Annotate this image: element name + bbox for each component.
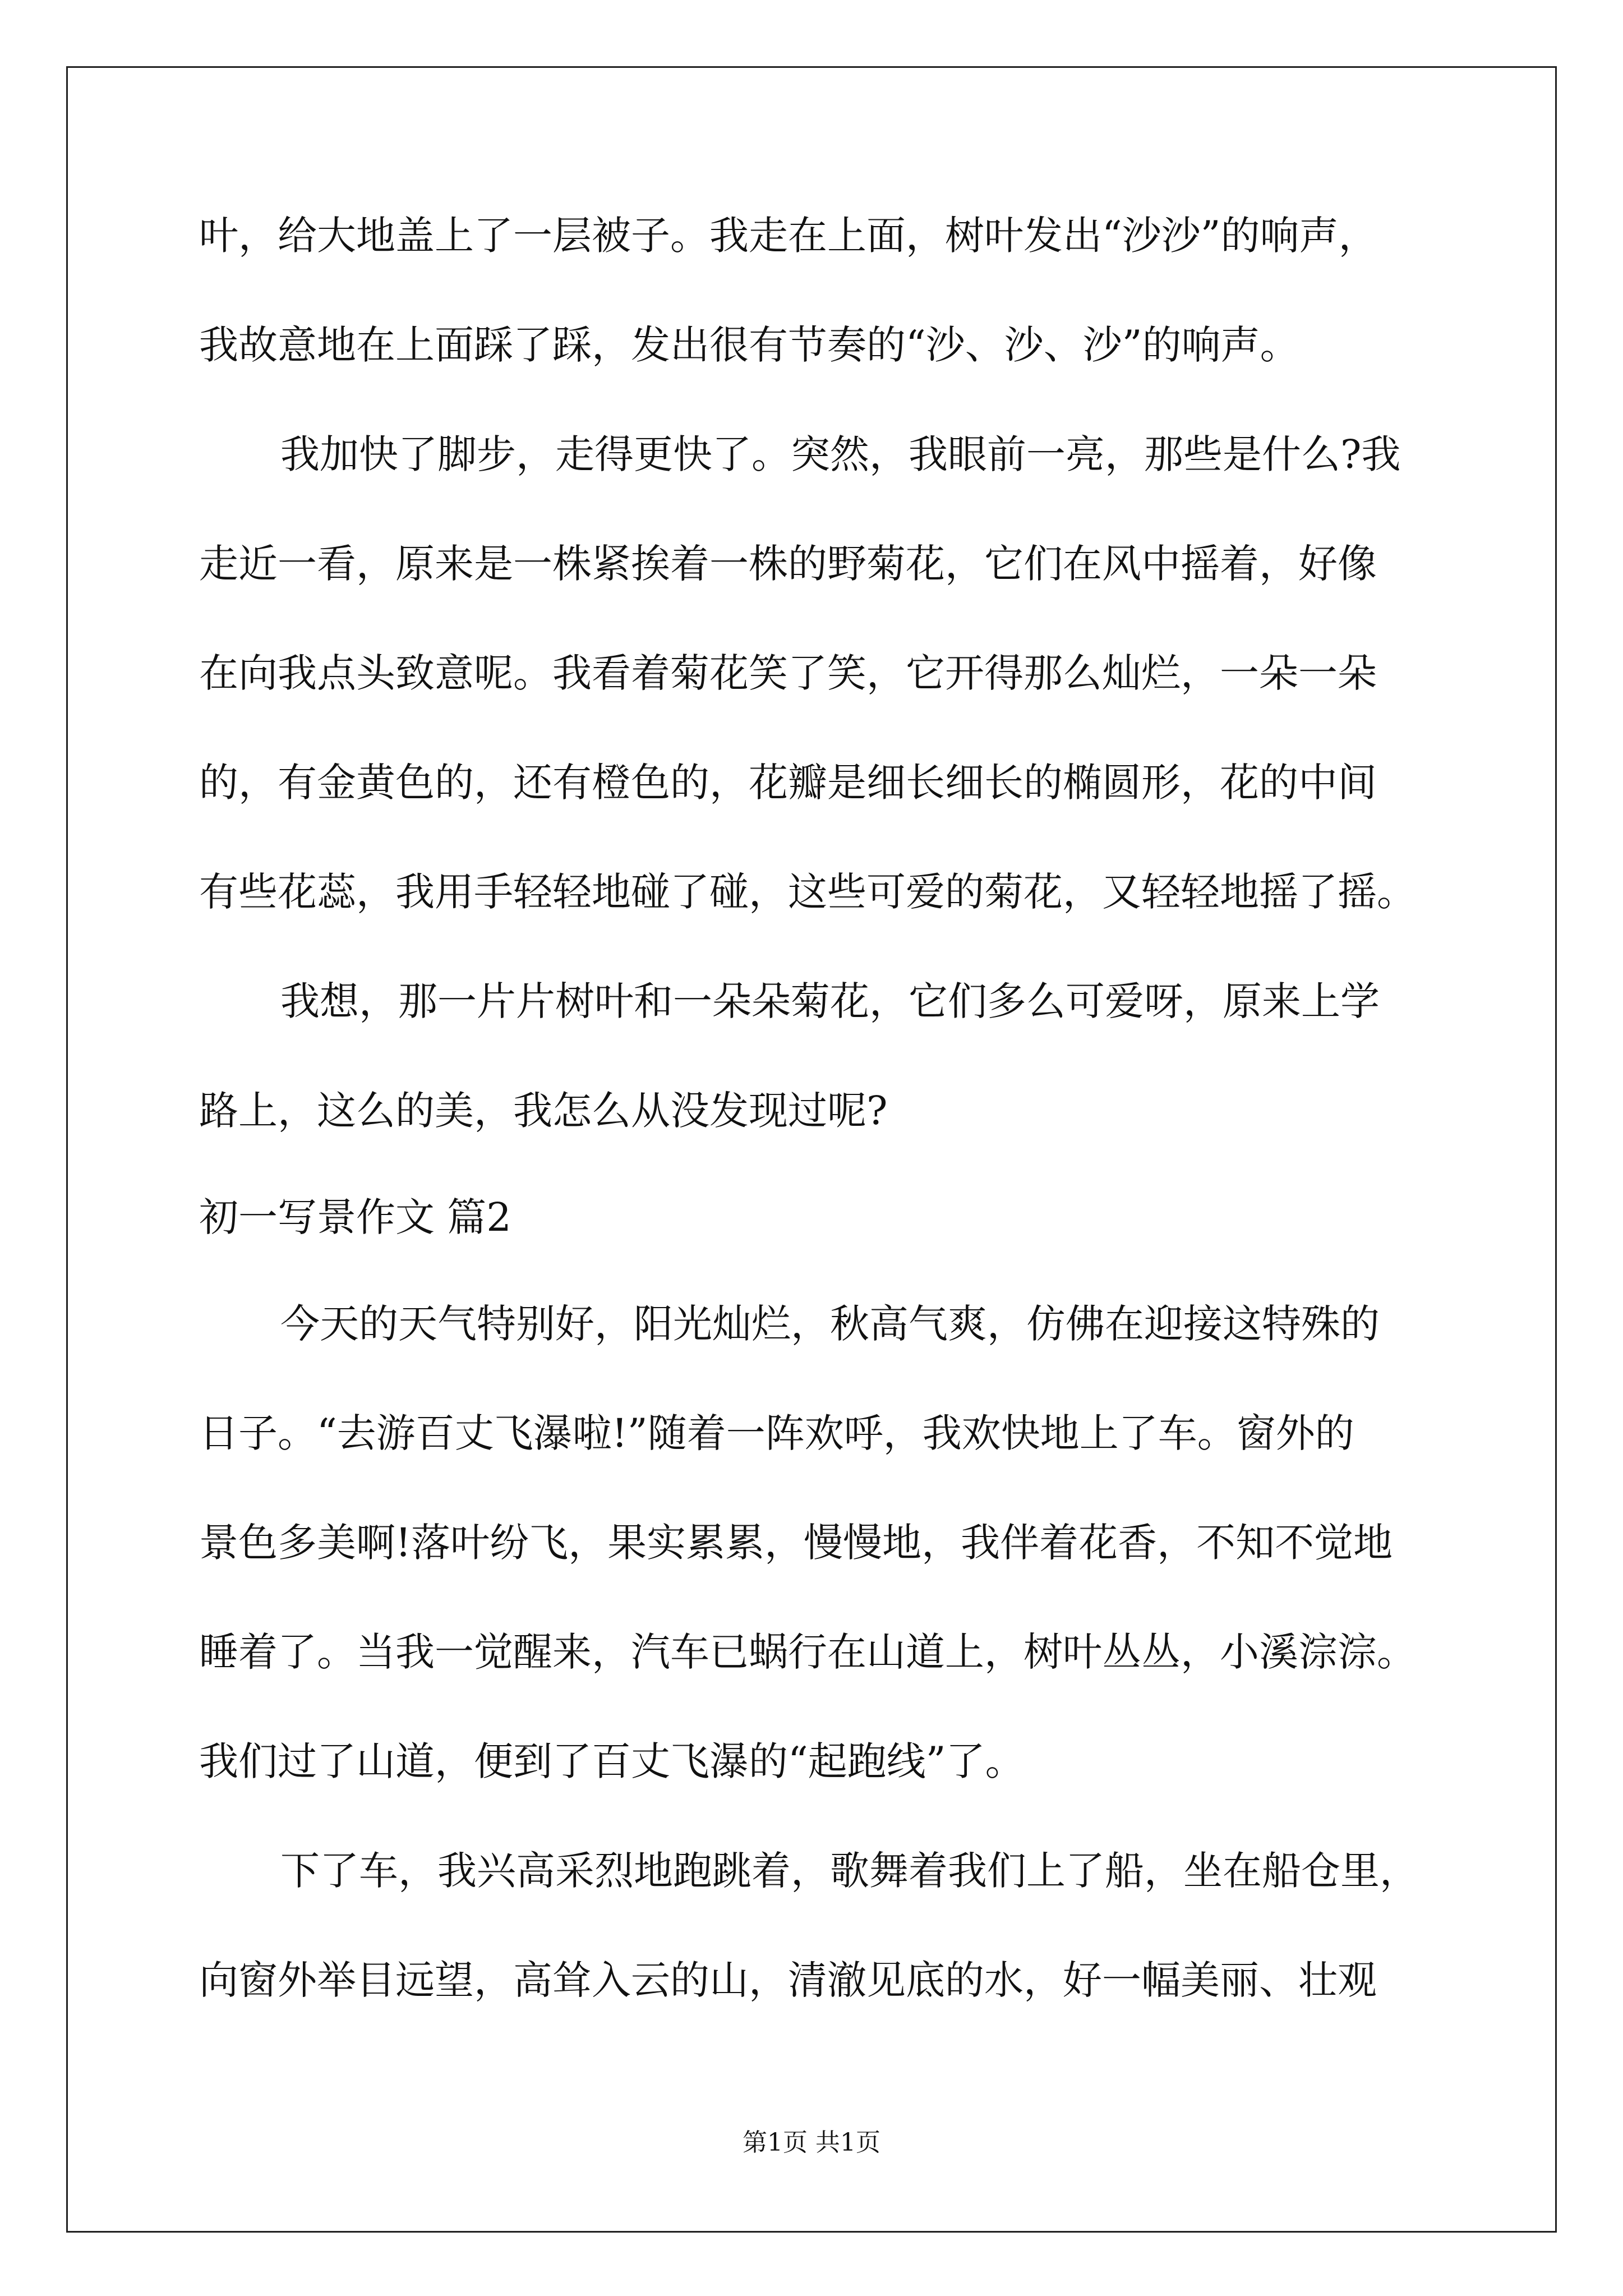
text-line-content: 景色多美啊!落叶纷飞，果实累累，慢慢地，我伴着花香，不知不觉地 bbox=[199, 1520, 1393, 1566]
page-footer: 第1页 共1页 bbox=[743, 2128, 880, 2157]
text-line-content: 下了车，我兴高采烈地跑跳着，歌舞着我们上了船，坐在船仓里， bbox=[280, 1848, 1419, 1894]
text-line-content: 我想，那一片片树叶和一朵朵菊花，它们多么可爱呀，原来上学 bbox=[280, 978, 1380, 1024]
text-line-content: 睡着了。当我一觉醒来，汽车已蜗行在山道上，树叶丛丛，小溪淙淙。 bbox=[199, 1629, 1416, 1675]
text-line-content: 的，有金黄色的，还有橙色的，花瓣是细长细长的椭圆形，花的中间 bbox=[199, 760, 1377, 806]
text-line-content: 走近一看，原来是一株紧挨着一株的野菊花，它们在风中摇着，好像 bbox=[199, 541, 1377, 587]
page-border bbox=[66, 66, 1557, 2233]
text-line-content: 向窗外举目远望，高耸入云的山，清澈见底的水，好一幅美丽、壮观 bbox=[199, 1957, 1377, 2003]
text-line-content: 日子。“去游百丈飞瀑啦!”随着一阵欢呼，我欢快地上了车。窗外的 bbox=[199, 1410, 1354, 1456]
text-line-content: 路上，这么的美，我怎么从没发现过呢? bbox=[199, 1088, 888, 1134]
section-heading-text: 初一写景作文 篇2 bbox=[199, 1194, 511, 1240]
text-line-content: 今天的天气特别好，阳光灿烂，秋高气爽，仿佛在迎接这特殊的 bbox=[280, 1301, 1380, 1347]
text-line-content: 我加快了脚步，走得更快了。突然，我眼前一亮，那些是什么?我 bbox=[280, 431, 1401, 477]
text-line-content: 叶，给大地盖上了一层被子。我走在上面，树叶发出“沙沙”的响声， bbox=[199, 213, 1378, 259]
text-line-content: 有些花蕊，我用手轻轻地碰了碰，这些可爱的菊花，又轻轻地摇了摇。 bbox=[199, 869, 1416, 915]
text-line-content: 在向我点头致意呢。我看着菊花笑了笑，它开得那么灿烂，一朵一朵 bbox=[199, 650, 1377, 696]
text-line-content: 我故意地在上面踩了踩，发出很有节奏的“沙、沙、沙”的响声。 bbox=[199, 322, 1299, 368]
text-line-content: 我们过了山道，便到了百丈飞瀑的“起跑线”了。 bbox=[199, 1738, 1025, 1784]
